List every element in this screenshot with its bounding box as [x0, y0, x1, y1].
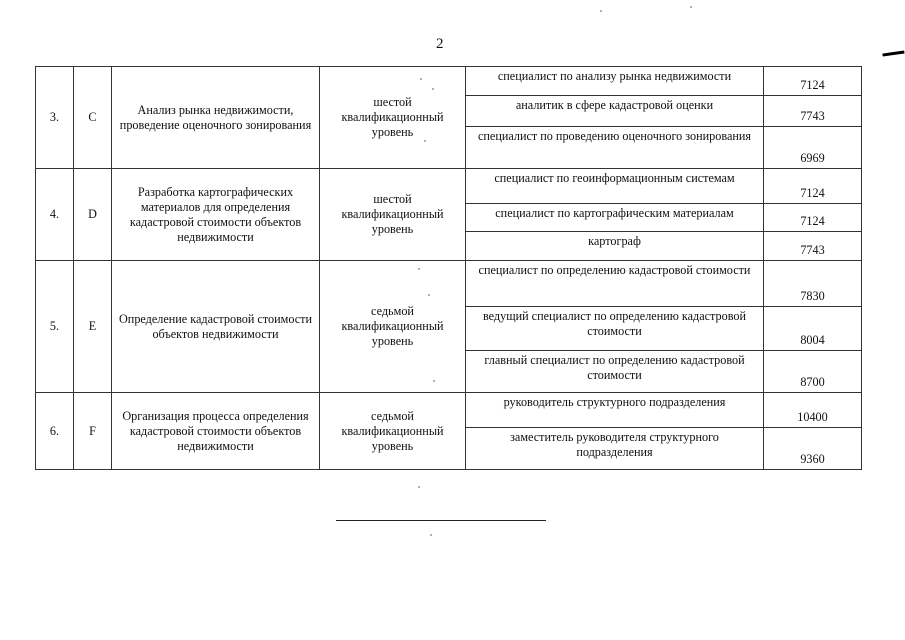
- qualification-level: седьмой квалификационный уровень: [320, 261, 466, 393]
- position-title: руководитель структурного подразделения: [466, 393, 764, 428]
- salary-value: 7124: [764, 169, 862, 204]
- labor-function: Разработка картографических материалов для определения кадастровой стоимости объектов недвижимости: [112, 169, 320, 261]
- row-number: 5.: [36, 261, 74, 393]
- row-number: 6.: [36, 393, 74, 470]
- position-title: ведущий специалист по определению кадастровой стоимости: [466, 307, 764, 351]
- salary-value: 7743: [764, 96, 862, 127]
- position-title: аналитик в сфере кадастровой оценки: [466, 96, 764, 127]
- scan-mark: [882, 51, 905, 65]
- scan-speck: [690, 6, 692, 8]
- salary-value: 8700: [764, 351, 862, 393]
- function-code: F: [74, 393, 112, 470]
- position-title: главный специалист по определению кадастровой стоимости: [466, 351, 764, 393]
- labor-function: Определение кадастровой стоимости объектов недвижимости: [112, 261, 320, 393]
- table-row: [36, 261, 862, 307]
- row-number: 4.: [36, 169, 74, 261]
- scan-speck: [430, 534, 432, 536]
- position-title: специалист по определению кадастровой стоимости: [466, 261, 764, 307]
- qualification-level: седьмой квалификационный уровень: [320, 393, 466, 470]
- footer-divider: [336, 520, 546, 521]
- table-row: [36, 393, 862, 428]
- function-code: E: [74, 261, 112, 393]
- salary-value: 7830: [764, 261, 862, 307]
- position-title: специалист по анализу рынка недвижимости: [466, 67, 764, 96]
- qualification-level: шестой квалификационный уровень: [320, 169, 466, 261]
- labor-function: Анализ рынка недвижимости, проведение оценочного зонирования: [112, 67, 320, 169]
- position-title: картограф: [466, 232, 764, 261]
- scan-speck: [418, 486, 420, 488]
- position-title: заместитель руководителя структурного подразделения: [466, 428, 764, 470]
- row-number: 3.: [36, 67, 74, 169]
- function-code: D: [74, 169, 112, 261]
- labor-function: Организация процесса определения кадастровой стоимости объектов недвижимости: [112, 393, 320, 470]
- salary-value: 7743: [764, 232, 862, 261]
- salary-value: 6969: [764, 127, 862, 169]
- qualification-level: шестой квалификационный уровень: [320, 67, 466, 169]
- position-title: специалист по геоинформационным системам: [466, 169, 764, 204]
- table-row: [36, 169, 862, 204]
- position-title: специалист по проведению оценочного зонирования: [466, 127, 764, 169]
- salary-value: 7124: [764, 204, 862, 232]
- position-title: специалист по картографическим материалам: [466, 204, 764, 232]
- table-row: [36, 67, 862, 96]
- salary-value: 8004: [764, 307, 862, 351]
- qualification-table: [35, 66, 862, 470]
- function-code: C: [74, 67, 112, 169]
- scan-speck: [600, 10, 602, 12]
- salary-value: 9360: [764, 428, 862, 470]
- page-number: 2: [436, 36, 444, 52]
- salary-value: 7124: [764, 67, 862, 96]
- salary-value: 10400: [764, 393, 862, 428]
